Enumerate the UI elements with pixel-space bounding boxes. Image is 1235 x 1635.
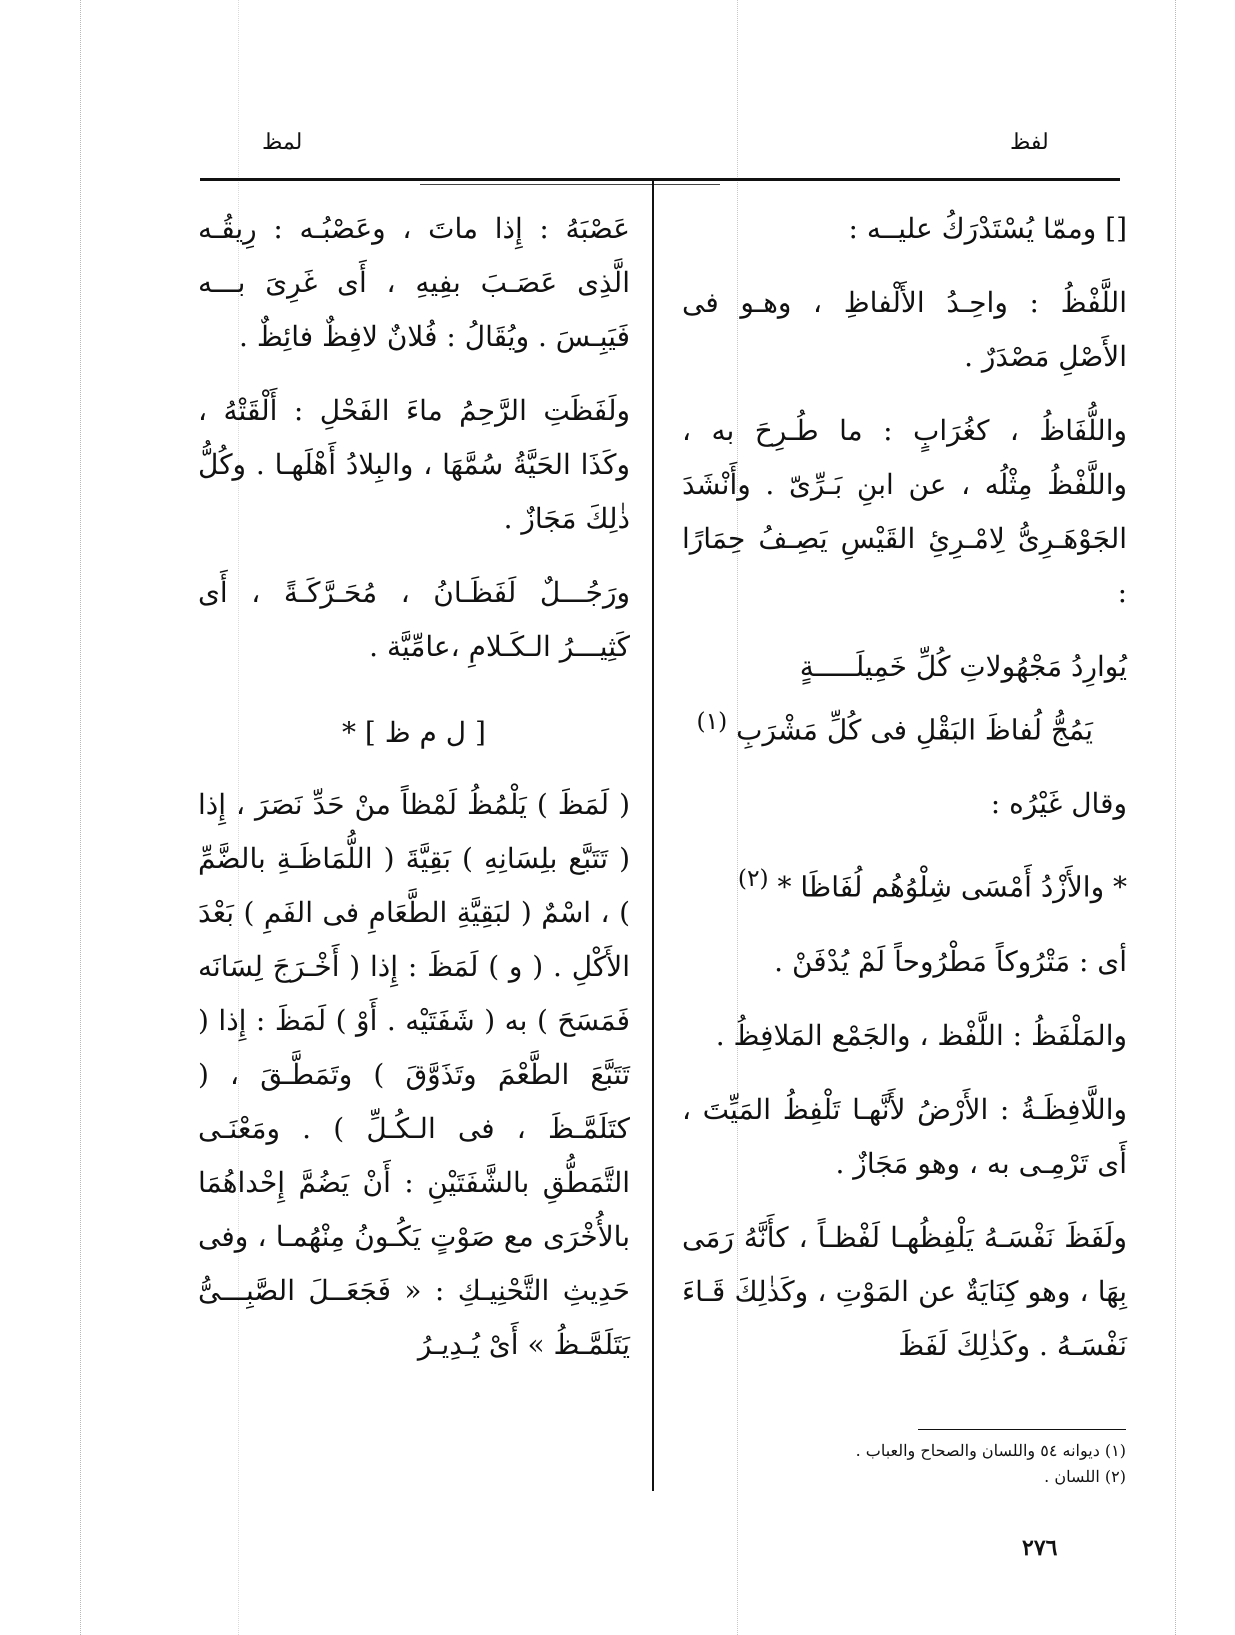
paragraph: ورَجُـــلٌ لَفَظَـانُ ، مُحَـرَّكَـةً ، أَى كَثِيـــرُ الـكَـلامِ ،عامِّيَّة . [198,576,630,663]
paragraph: ولَفَظَتِ الرَّحِمُ ماءَ الفَحْلِ : أَلْقَتْهُ ، وكَذَا الحَيَّةُ سُمَّهَا ، والبِلادُ أَهْلَهـا . وكُلُّ ذٰلِكَ مَجَازٌ . [198,394,631,535]
verse-line [682,694,1127,757]
paragraph: ولَفَظَ نَفْسَـهُ يَلْفِظُهـا لَفْظـاً ، كأَنَّهُ رَمَى بِهَا ، وهو كِنَايَةٌ عن المَوْتِ ، وكَذٰلِكَ قَـاءَ نَفْسَـهُ . وكَذٰلِكَ لَفَظَ [682,1220,1127,1362]
paragraph: أى : مَتْرُوكاً مَطْرُوحاً لَمْ يُدْفَنْ . [774,944,1127,978]
paragraph: ( لَمَظَ ) يَلْمُظُ لَمْظاً منْ حَدِّ نَصَرَ ، إِذا ( تَتَبَّع بلِسَانِهِ ) بَقِيَّةَ ( اللُّمَاظَـةِ بالضَّمِّ ) ، اسْمٌ ( لبَقِيَّةِ الطَّعَامِ فى الفَمِ ) بَعْدَ الأَكْلِ . ( و ) لَمَظَ : إِذا ( أَخْـرَجَ لِسَانَه فَمَسَحَ ) به ( شَفَتَيْه . أَوْ ) لَمَظَ : إِذا ( تَتَبَّعَ الطَّعْمَ وتَذَوَّقَ ) وتَمَطَّـقَ ، ( كتَلَمَّـظَ ، فى الـكُـلِّ ) . ومَعْنَـى التَّمَطُّقِ بالشَّفَتَيْنِ : أَنْ يَضُمَّ إِحْداهُمَا بالأُخْرَى مع صَوْتٍ يَكُـونُ مِنْهُمـا ، وفى حَدِيثِ التَّحْنِيـكِ : « فَجَعَــلَ الصَّبِـــىُّ يَتَلَمَّـظُ » أَىْ يُـدِيـرُ [198,788,630,1361]
paragraph: وقال غَيْرُه : [990,787,1127,821]
footnote: (٢) اللسان . [1044,1467,1126,1486]
scan-artifact-line [80,0,81,1635]
column-divider [652,181,654,1491]
header-right-keyword: لفظ [1010,130,1049,155]
page-number: ٢٧٦ [1022,1535,1058,1561]
paragraph: اللَّفْظُ : واحِـدُ الأَلْفاظِ ، وهـو فى الأَصْلِ مَصْدَرٌ . [682,286,1127,373]
footnote: (١) ديوانه ٥٤ واللسان والصحاح والعباب . [855,1441,1126,1460]
verse-line: يُوارِدُ مَجْهُولاتِ كُلِّ خَمِيلَـــــةٍ [799,650,1127,683]
footnotes [770,1438,1126,1490]
entry-heading: [ ل م ظ ] * [342,716,486,749]
right-column [682,202,1127,1393]
footnote-rule [918,1429,1126,1430]
half-verse-text: * والأَزْدُ أَمْسَى شِلْوُهُم لُفَاظَا * [777,870,1127,904]
header-rule [200,178,1120,181]
verse-line-text: يَمُجُّ لُفاظَ البَقْلِ فى كُلِّ مَشْرَبِ [736,713,1093,747]
header-left-keyword: لمظ [262,130,303,155]
half-verse [682,851,1127,914]
paragraph: واللُّفَاظُ ، كغُرَابٍ : ما طُـرِحَ به ، واللَّفْظُ مِثْلُه ، عن ابنِ بَـرِّىّ . وأَنْشَدَ الجَوْهَـرِىُّ لِامْـرِئِ القَيْسِ يَصِـفُ حِمَارًا : [682,414,1127,609]
footnote-marker: (٢) [737,864,769,893]
paragraph: والمَلْفَظُ : اللَّفْظ ، والجَمْع المَلافِظُ . [715,1018,1127,1052]
paragraph: [] وممّا يُسْتَدْرَكُ عليــه : [848,212,1127,245]
footnote-marker: (١) [696,707,728,735]
left-column [198,202,630,1392]
paragraph: واللَّافِظَـةُ : الأَرْضُ لأَنَّهـا تَلْفِظُ المَيِّتَ ، أَى تَرْمِـى به ، وهو مَجَازٌ . [682,1092,1127,1180]
header-rule-secondary [420,184,720,185]
paragraph: عَصْبَهُ : إِذا ماتَ ، وعَصْبُـه : رِيقُـه الَّذِى عَصَـبَ بفِيهِ ، أَى غَرِىَ بـــه فَيَبِـسَ . ويُقَالُ : فُلانٌ لافِظٌ فائِظٌ . [198,212,630,353]
verse-block [682,640,1127,757]
scan-artifact-line [1175,0,1176,1635]
